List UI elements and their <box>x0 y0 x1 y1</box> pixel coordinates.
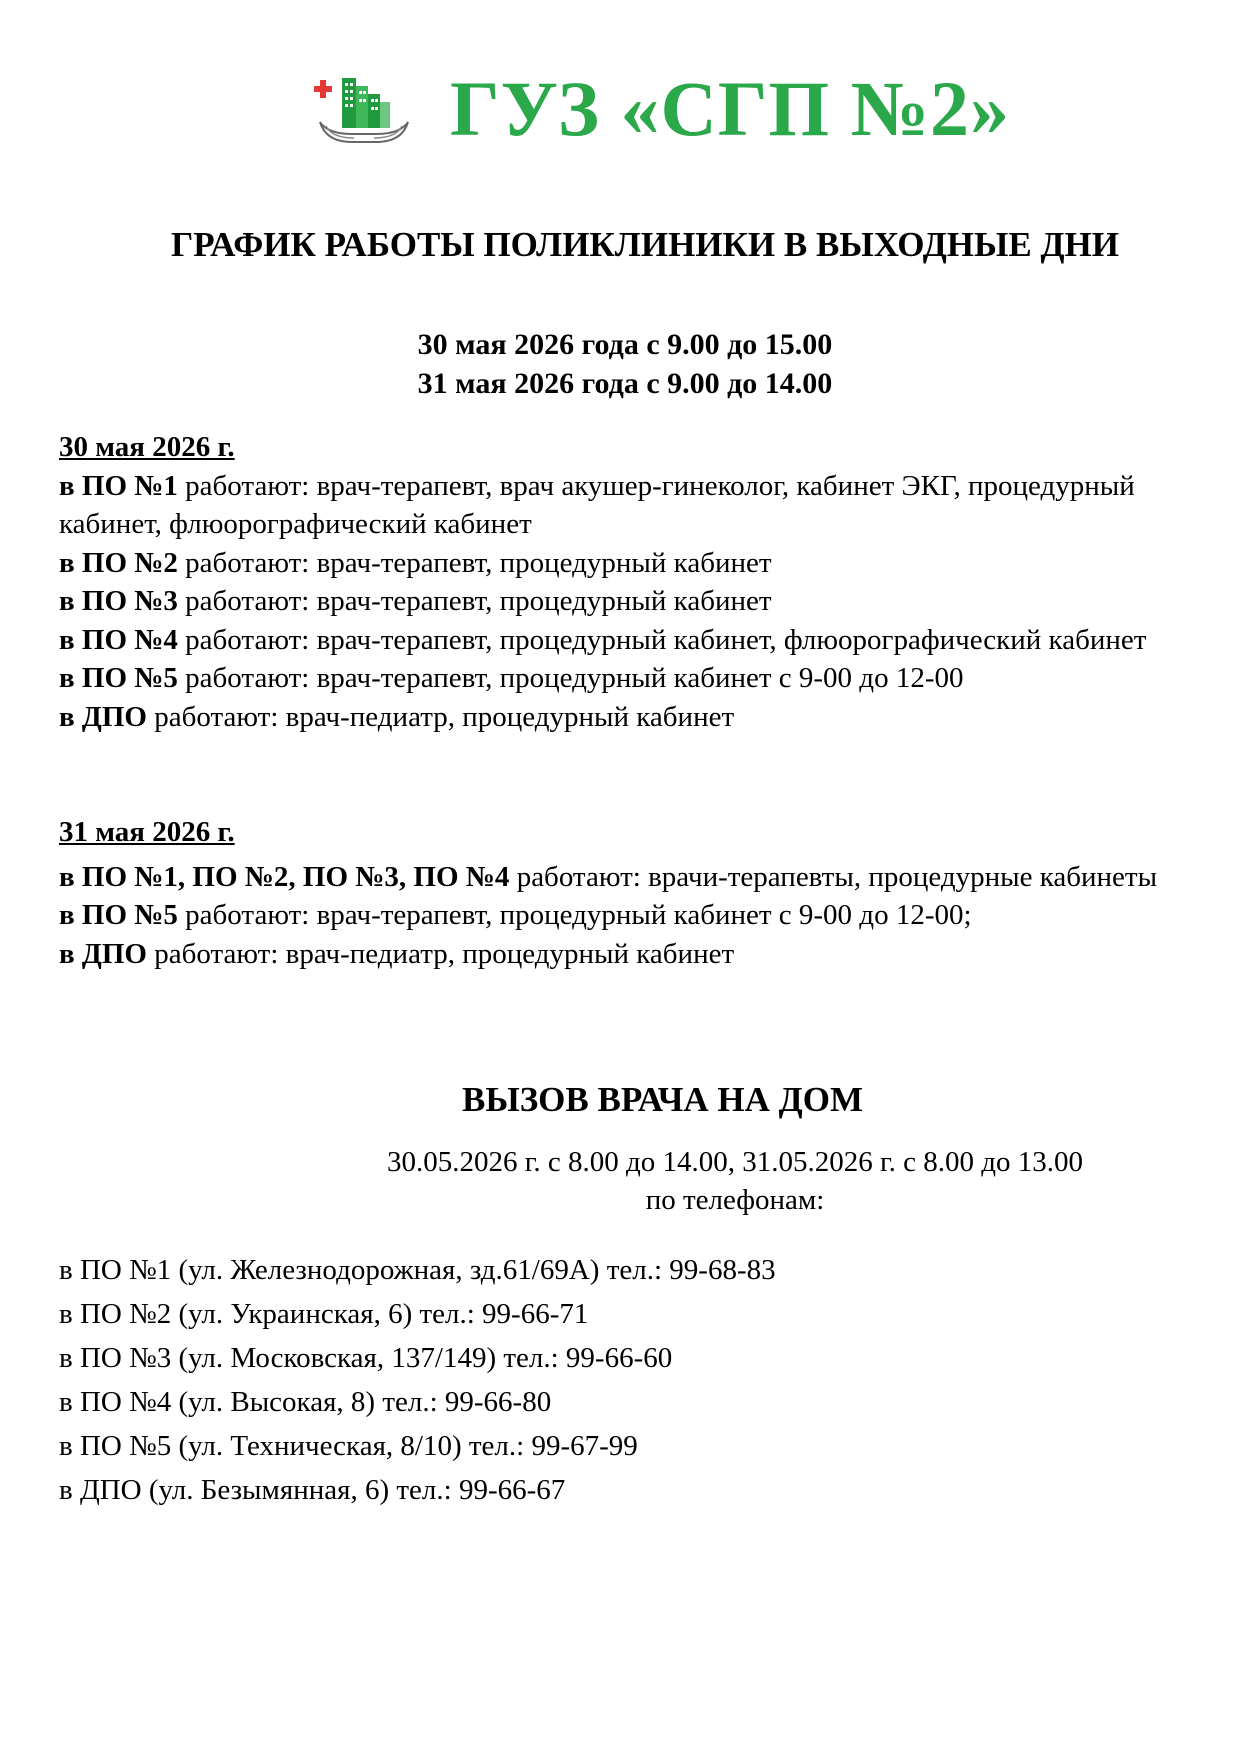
phone-list <box>59 1248 776 1512</box>
page-title: ГРАФИК РАБОТЫ ПОЛИКЛИНИКИ В ВЫХОДНЫЕ ДНИ <box>171 225 1119 264</box>
phone-list-item: в ПО №2 (ул. Украинская, 6) тел.: 99-66-71 <box>59 1298 589 1330</box>
schedule-date-line: 30 мая 2026 года с 9.00 до 15.00 <box>417 328 833 361</box>
home-call-hours <box>0 1143 1241 1219</box>
clinic-services: работают: врач-терапевт, процедурный кабинет <box>177 546 772 579</box>
clinic-entry <box>59 659 1209 698</box>
schedule-section-may-31 <box>59 813 1209 973</box>
organization-name: ГУЗ «СГП №2» <box>450 65 1011 152</box>
schedule-section-may-30 <box>59 428 1209 736</box>
clinic-name: в ПО №5 <box>59 899 178 931</box>
schedule-date-line: 31 мая 2026 года с 9.00 до 14.00 <box>417 367 833 400</box>
clinic-services: работают: врач-терапевт, процедурный кабинет, флюорографический кабинет <box>177 623 1147 656</box>
phone-list-item: в ПО №5 (ул. Техническая, 8/10) тел.: 99-67-99 <box>59 1430 638 1462</box>
clinic-name: в ПО №2 <box>59 546 178 579</box>
clinic-entry <box>59 582 1209 621</box>
phone-list-item: в ПО №4 (ул. Высокая, 8) тел.: 99-66-80 <box>59 1386 552 1418</box>
clinic-entry <box>59 935 1209 974</box>
clinic-services: работают: врачи-терапевты, процедурные кабинеты <box>509 860 1158 893</box>
clinic-name: в ПО №1 <box>59 469 178 502</box>
phone-list-item: в ПО №1 (ул. Железнодорожная, зд.61/69А) тел.: 99-68-83 <box>59 1254 776 1286</box>
phone-list-item: в ПО №3 (ул. Московская, 137/149) тел.: 99-66-60 <box>59 1342 673 1374</box>
clinic-entry <box>59 467 1209 544</box>
home-call-hours-text: 30.05.2026 г. с 8.00 до 14.00, 31.05.2026 г. с 8.00 до 13.00 <box>387 1146 1083 1178</box>
clinic-services: работают: врач-терапевт, процедурный кабинет с 9-00 до 12-00 <box>177 662 964 694</box>
phone-list-item: в ДПО (ул. Безымянная, 6) тел.: 99-66-67 <box>59 1474 566 1506</box>
clinic-entry <box>59 698 1209 737</box>
schedule-dates <box>0 325 1241 403</box>
clinic-name: в ПО №3 <box>59 585 178 617</box>
section-date: 30 мая 2026 г. <box>59 431 235 463</box>
clinic-services: работают: врач-терапевт, процедурный кабинет <box>177 585 772 617</box>
home-call-by-phone: по телефонам: <box>645 1184 825 1216</box>
clinic-services: работают: врач-терапевт, процедурный кабинет с 9-00 до 12-00; <box>177 899 972 931</box>
clinic-name: в ДПО <box>59 937 147 970</box>
clinic-entry <box>59 896 1209 935</box>
clinic-entry <box>59 858 1209 897</box>
clinic-services: работают: врач-терапевт, врач акушер-гинеколог, кабинет ЭКГ, процедурный кабинет, флюорографический кабинет <box>59 469 1135 540</box>
clinic-services: работают: врач-педиатр, процедурный кабинет <box>146 937 735 970</box>
clinic-services: работают: врач-педиатр, процедурный кабинет <box>146 700 735 733</box>
hospital-buildings-in-hands-logo <box>312 72 416 152</box>
clinic-name: в ПО №4 <box>59 623 178 656</box>
section-date: 31 мая 2026 г. <box>59 816 235 848</box>
home-call-title: ВЫЗОВ ВРАЧА НА ДОМ <box>461 1080 863 1119</box>
clinic-name: в ДПО <box>59 700 147 733</box>
page-header <box>0 65 1241 182</box>
clinic-entry <box>59 621 1209 660</box>
clinic-name: в ПО №5 <box>59 662 178 694</box>
clinic-entry <box>59 544 1209 583</box>
clinic-name: в ПО №1, ПО №2, ПО №3, ПО №4 <box>59 860 510 893</box>
